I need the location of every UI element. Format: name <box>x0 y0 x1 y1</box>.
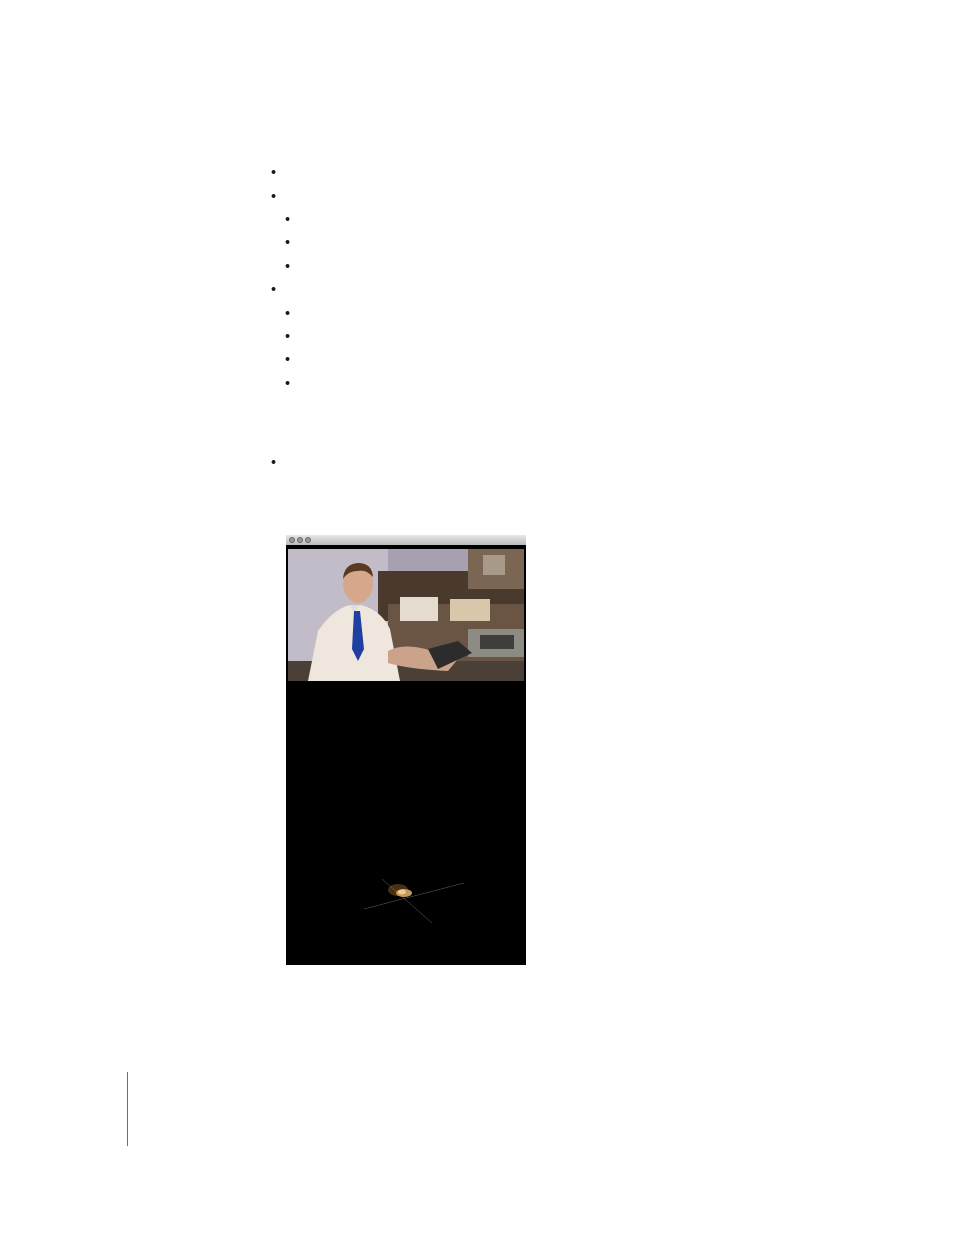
bullet: • <box>285 259 291 275</box>
scopes-window-screenshot <box>286 535 526 965</box>
bullet: • <box>271 282 277 298</box>
video-frame-image <box>288 549 524 681</box>
bullet: • <box>271 165 277 181</box>
window-titlebar <box>286 535 526 545</box>
vectorscope <box>286 835 526 965</box>
window-title <box>286 535 526 545</box>
bullet: • <box>285 352 291 368</box>
footer-rule <box>127 1072 128 1146</box>
bullet: • <box>285 306 291 322</box>
bullet: • <box>285 212 291 228</box>
bullet: • <box>285 329 291 345</box>
bullet: • <box>271 455 277 471</box>
bullet: • <box>285 235 291 251</box>
bullet: • <box>271 189 277 205</box>
histogram-scope <box>286 699 526 821</box>
video-preview <box>288 549 524 681</box>
bullet: • <box>285 376 291 392</box>
